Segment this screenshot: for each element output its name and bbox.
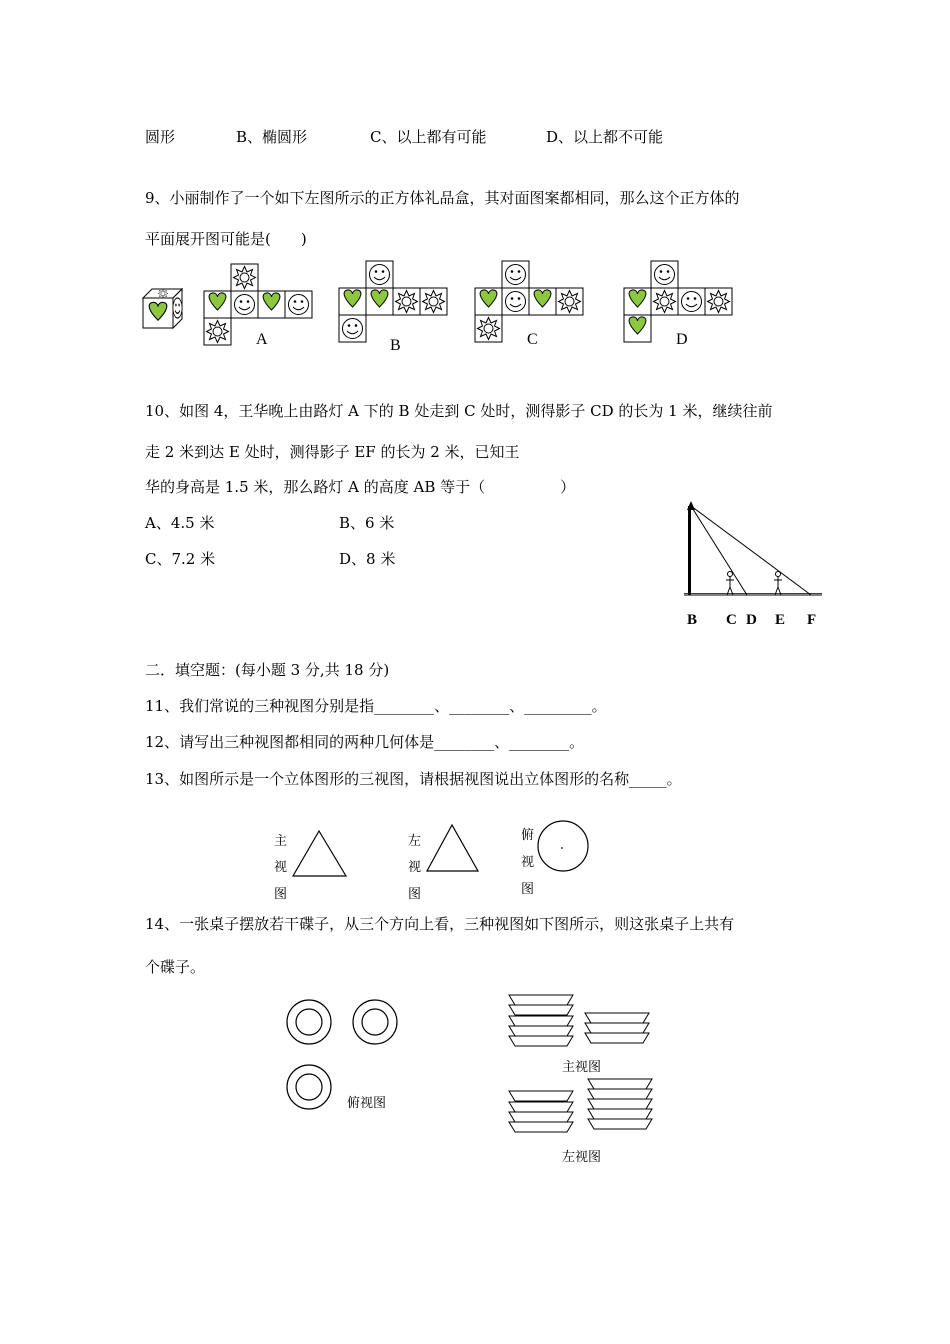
q14-front-view-label: 主视图 xyxy=(562,1060,602,1075)
q10-text-line2: 走 2 米到达 E 处时，测得影子 EF 的长为 2 米，已知王 xyxy=(145,443,520,461)
left-view-char-3: 图 xyxy=(408,887,422,902)
front-view-char-1: 主 xyxy=(274,834,288,849)
top-view-char-2: 视 xyxy=(521,855,535,870)
net-label-d: D xyxy=(676,331,688,348)
q9-text-line2: 平面展开图可能是( ) xyxy=(145,230,307,248)
left-view-triangle xyxy=(427,825,478,871)
front-view-char-3: 图 xyxy=(274,887,288,902)
q10-text-line1: 10、如图 4，王华晚上由路灯 A 下的 B 处走到 C 处时，测得影子 CD 的长为 1 米，继续往前 xyxy=(145,402,773,420)
net-label-c: C xyxy=(527,331,538,348)
q10-text-line3: 华的身高是 1.5 米，那么路灯 A 的高度 AB 等于（ ） xyxy=(145,478,576,496)
net-c xyxy=(475,261,583,342)
point-label-e: E xyxy=(775,612,786,628)
top-view-center xyxy=(561,847,563,849)
q14-views xyxy=(0,990,950,1170)
q8-option-d: D、以上都不可能 xyxy=(546,128,664,146)
point-label-b: B xyxy=(687,612,698,628)
q9-text-line1: 9、小丽制作了一个如下左图所示的正方体礼品盒，其对面图案都相同，那么这个正方体的 xyxy=(145,189,740,207)
front-view-char-2: 视 xyxy=(274,860,288,875)
q14-text-line1: 14、一张桌子摆放若干碟子，从三个方向上看，三种视图如下图所示，则这张桌子上共有 xyxy=(145,915,735,933)
q10-option-c: C、7.2 米 xyxy=(145,550,216,568)
q14-text-line2: 个碟子。 xyxy=(145,958,206,976)
q10-option-b: B、6 米 xyxy=(339,514,395,532)
net-label-b: B xyxy=(390,337,401,354)
front-view-triangle xyxy=(293,831,346,876)
left-view-dish-stacks xyxy=(509,1079,652,1132)
left-view-char-1: 左 xyxy=(408,834,422,849)
front-view-dish-stacks xyxy=(509,995,649,1046)
q8-option-a: 圆形 xyxy=(145,128,176,146)
net-b xyxy=(339,261,447,342)
q14-top-view-label: 俯视图 xyxy=(347,1096,387,1111)
top-view-plates xyxy=(287,1000,397,1109)
q10-option-a: A、4.5 米 xyxy=(145,514,215,532)
point-label-c: C xyxy=(726,612,737,628)
section2-heading: 二．填空题：(每小题 3 分,共 18 分) xyxy=(145,661,390,679)
point-label-f: F xyxy=(807,612,817,628)
q11-text: 11、我们常说的三种视图分别是指________、________、_________。 xyxy=(145,697,607,715)
cube-3d xyxy=(143,289,182,328)
q12-text: 12、请写出三种视图都相同的两种几何体是________、________。 xyxy=(145,733,585,751)
q8-option-c: C、以上都有可能 xyxy=(370,128,487,146)
q9-cube-figures xyxy=(0,258,950,358)
q13-text: 13、如图所示是一个立体图形的三视图，请根据视图说出立体图形的名称_____。 xyxy=(145,770,682,788)
left-view-char-2: 视 xyxy=(408,860,422,875)
q10-option-d: D、8 米 xyxy=(339,550,396,568)
streetlight-figure xyxy=(680,498,840,608)
q13-views xyxy=(0,820,950,900)
q14-left-view-label: 左视图 xyxy=(562,1150,602,1165)
point-label-d: D xyxy=(746,612,757,628)
net-d xyxy=(624,261,732,342)
top-view-char-3: 图 xyxy=(521,882,535,897)
q8-option-b: B、椭圆形 xyxy=(236,128,308,146)
top-view-circle xyxy=(538,821,588,871)
top-view-char-1: 俯 xyxy=(521,828,535,843)
net-label-a: A xyxy=(256,331,268,348)
